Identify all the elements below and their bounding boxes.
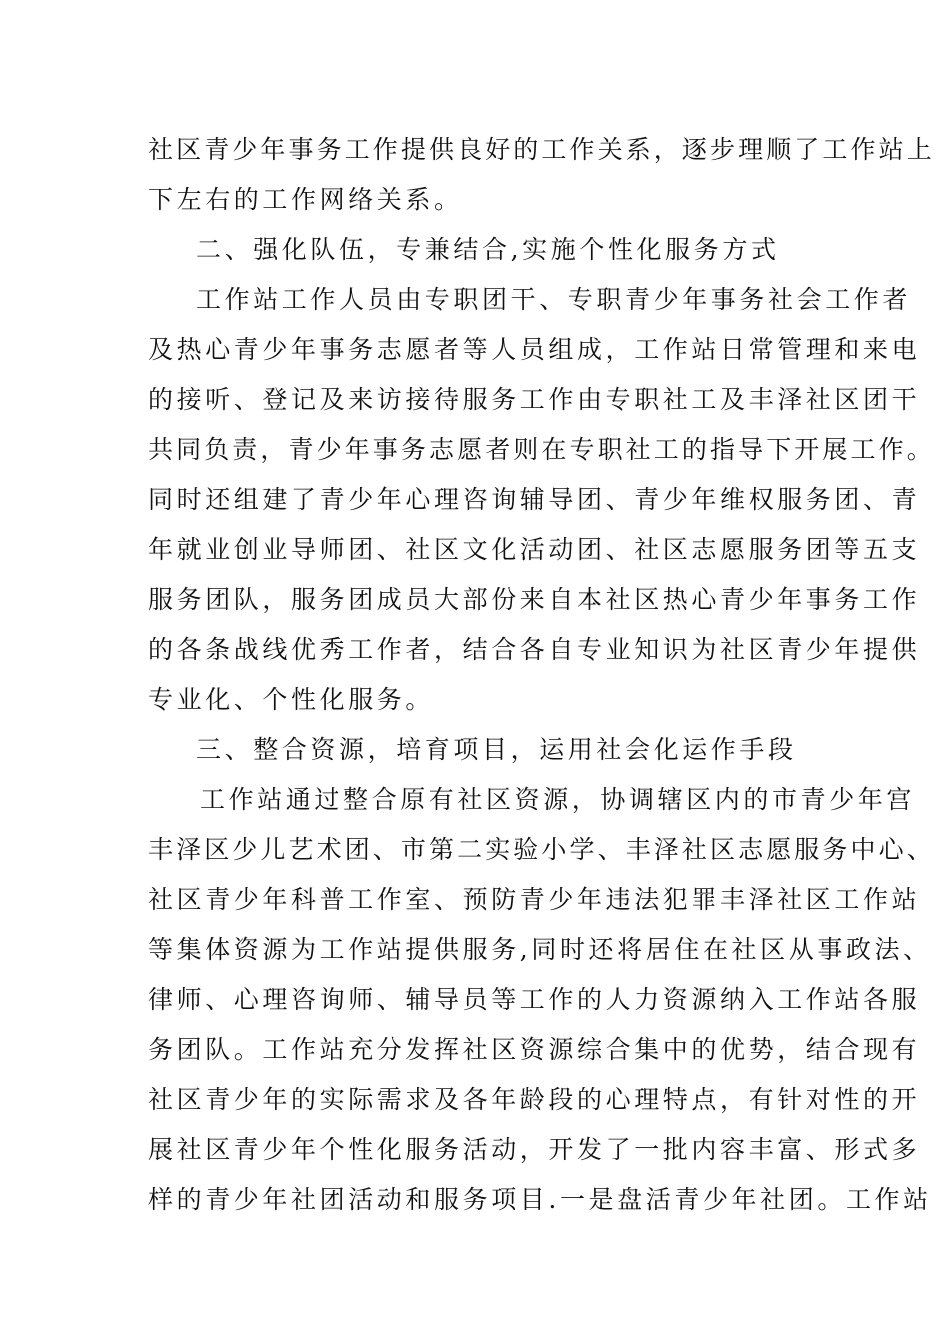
text-line: 丰泽区少儿艺术团、市第二实验小学、丰泽社区志愿服务中心、	[148, 835, 935, 864]
text-line: 服务团队，服务团成员大部份来自本社区热心青少年事务工作	[148, 585, 921, 614]
section-heading: 三、整合资源，培育项目，运用社会化运作手段	[196, 735, 797, 764]
text-line: 样的青少年社团活动和服务项目.一是盘活青少年社团。工作站	[148, 1185, 932, 1214]
text-line: 的接听、登记及来访接待服务工作由专职社工及丰泽社区团干	[148, 385, 921, 414]
text-line: 工作站通过整合原有社区资源，协调辖区内的市青少年宫	[200, 785, 916, 814]
text-line: 及热心青少年事务志愿者等人员组成，工作站日常管理和来电	[148, 335, 921, 364]
text-line: 展社区青少年个性化服务活动，开发了一批内容丰富、形式多	[148, 1135, 921, 1164]
text-line: 社区青少年事务工作提供良好的工作关系，逐步理顺了工作站上	[148, 135, 935, 164]
text-line: 专业化、个性化服务。	[148, 685, 435, 714]
text-line: 工作站工作人员由专职团干、专职青少年事务社会工作者	[196, 285, 912, 314]
text-line: 律师、心理咨询师、辅导员等工作的人力资源纳入工作站各服	[148, 985, 921, 1014]
text-line: 社区青少年的实际需求及各年龄段的心理特点，有针对性的开	[148, 1085, 921, 1114]
text-line: 的各条战线优秀工作者，结合各自专业知识为社区青少年提供	[148, 635, 921, 664]
text-line: 同时还组建了青少年心理咨询辅导团、青少年维权服务团、青	[148, 485, 921, 514]
text-line: 等集体资源为工作站提供服务,同时还将居住在社区从事政法、	[148, 935, 932, 964]
text-line: 共同负责，青少年事务志愿者则在专职社工的指导下开展工作。	[148, 435, 935, 464]
text-line: 社区青少年科普工作室、预防青少年违法犯罪丰泽社区工作站	[148, 885, 921, 914]
text-line: 下左右的工作网络关系。	[148, 185, 463, 214]
text-line: 务团队。工作站充分发挥社区资源综合集中的优势，结合现有	[148, 1035, 921, 1064]
text-line: 年就业创业导师团、社区文化活动团、社区志愿服务团等五支	[148, 535, 921, 564]
section-heading: 二、强化队伍，专兼结合,实施个性化服务方式	[196, 235, 780, 264]
